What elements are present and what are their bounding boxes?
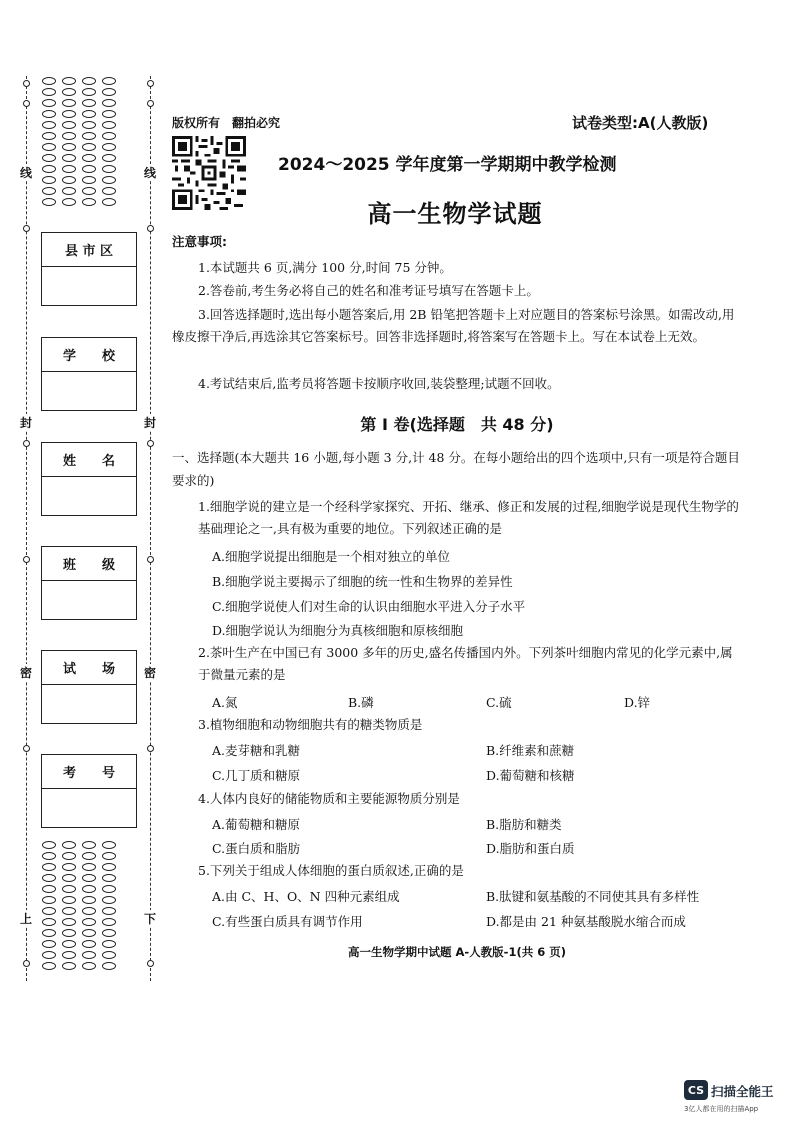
margin-dot <box>82 962 96 970</box>
q5-option-b[interactable]: B.肽键和氨基酸的不同使其具有多样性 <box>486 889 700 904</box>
exam-room-label: 试 场 <box>42 651 136 685</box>
margin-dot <box>42 874 56 882</box>
margin-dot <box>62 88 76 96</box>
margin-dot <box>102 198 116 206</box>
note-item-text: 3.回答选择题时,选出每小题答案后,用 2B 铅笔把答题卡上对应题目的答案标号涂黑。如需改动,用橡皮擦干净后,再选涂其它答案标号。回答非选择题时,将答案写在答题卡上。写在本试卷上无效。 <box>172 307 735 344</box>
q1-option-c[interactable]: C.细胞学说使人们对生命的认识由细胞水平进入分子水平 <box>212 599 526 614</box>
margin-dot <box>42 885 56 893</box>
margin-dot <box>102 929 116 937</box>
margin-dot <box>102 187 116 195</box>
exam-room-field[interactable] <box>42 685 136 723</box>
margin-dot <box>82 187 96 195</box>
margin-dot <box>102 99 116 107</box>
exam-number-box <box>41 754 137 828</box>
margin-dot <box>42 154 56 162</box>
question-stem-text: 2.茶叶生产在中国已有 3000 多年的历史,盛名传播国内外。下列茶叶细胞内常见的化学元素中,属于微量元素的是 <box>198 645 733 682</box>
class-box <box>41 546 137 620</box>
margin-dot <box>62 77 76 85</box>
left-cut-line <box>26 76 27 981</box>
margin-dot <box>82 121 96 129</box>
margin-dot <box>62 110 76 118</box>
exam-title: 2024～2025 学年度第一学期期中教学检测 <box>278 155 617 175</box>
cut-marker-icon <box>147 556 154 563</box>
margin-dot <box>62 907 76 915</box>
margin-dot <box>82 132 96 140</box>
cut-marker-icon <box>147 745 154 752</box>
margin-dot <box>102 132 116 140</box>
county-box <box>41 232 137 306</box>
margin-char-mi: 密 <box>20 666 33 680</box>
q1-option-d[interactable]: D.细胞学说认为细胞分为真核细胞和原核细胞 <box>212 623 464 638</box>
margin-dot <box>42 863 56 871</box>
margin-dot <box>102 863 116 871</box>
margin-dot <box>42 918 56 926</box>
margin-dot <box>62 896 76 904</box>
margin-dot <box>62 962 76 970</box>
margin-dot <box>82 896 96 904</box>
exam-number-label: 考 号 <box>42 755 136 789</box>
margin-dot <box>42 77 56 85</box>
margin-dot <box>62 951 76 959</box>
margin-dot <box>102 143 116 151</box>
margin-dot <box>62 929 76 937</box>
margin-dot <box>82 88 96 96</box>
cut-marker-icon <box>147 440 154 447</box>
question-2-stem <box>198 642 744 686</box>
margin-dot <box>62 918 76 926</box>
bottom-dot-pattern <box>40 840 124 976</box>
note-item: 4.考试结束后,监考员将答题卡按顺序收回,装袋整理;试题不回收。 <box>198 376 560 391</box>
margin-dot <box>102 154 116 162</box>
margin-dot <box>82 165 96 173</box>
note-item: 1.本试题共 6 页,满分 100 分,时间 75 分钟。 <box>198 260 452 275</box>
name-label: 姓 名 <box>42 443 136 477</box>
margin-dot <box>82 110 96 118</box>
margin-dot <box>102 874 116 882</box>
q1-option-a[interactable]: A.细胞学说提出细胞是一个相对独立的单位 <box>212 549 451 564</box>
margin-dot <box>42 132 56 140</box>
section-title: 第 Ⅰ 卷(选择题 共 48 分) <box>360 415 554 434</box>
margin-dot <box>62 176 76 184</box>
school-box <box>41 337 137 411</box>
question-1-stem <box>198 496 744 540</box>
q4-option-c[interactable]: C.蛋白质和脂肪 <box>212 841 301 856</box>
margin-dot <box>102 962 116 970</box>
top-dot-pattern <box>40 76 124 211</box>
margin-dot <box>82 929 96 937</box>
school-field[interactable] <box>42 372 136 410</box>
copyright-notice: 版权所有 翻拍必究 <box>172 116 281 130</box>
margin-dot <box>42 110 56 118</box>
margin-dot <box>82 77 96 85</box>
q4-option-a[interactable]: A.葡萄糖和糖原 <box>212 817 301 832</box>
margin-dot <box>62 885 76 893</box>
margin-dot <box>82 198 96 206</box>
margin-dot <box>82 99 96 107</box>
q5-option-c[interactable]: C.有些蛋白质具有调节作用 <box>212 914 363 929</box>
exam-number-field[interactable] <box>42 789 136 827</box>
county-label: 县 市 区 <box>42 233 136 267</box>
section-instruction <box>172 446 744 492</box>
margin-dot <box>82 841 96 849</box>
margin-dot <box>102 940 116 948</box>
margin-dot <box>82 874 96 882</box>
margin-dot <box>42 121 56 129</box>
margin-dot <box>42 99 56 107</box>
margin-dot <box>62 121 76 129</box>
q3-option-d[interactable]: D.葡萄糖和核糖 <box>486 768 575 783</box>
margin-dot <box>62 874 76 882</box>
margin-dot <box>102 121 116 129</box>
margin-dot <box>62 165 76 173</box>
margin-dot <box>82 940 96 948</box>
section-instruction-text: 一、选择题(本大题共 16 小题,每小题 3 分,计 48 分。在每小题给出的四个选项中,只有一项是符合题目要求的) <box>172 450 740 488</box>
name-field[interactable] <box>42 477 136 515</box>
margin-dot <box>42 951 56 959</box>
watermark-app-name: 扫描全能王 <box>711 1084 774 1099</box>
margin-dot <box>42 165 56 173</box>
margin-dot <box>42 962 56 970</box>
name-box <box>41 442 137 516</box>
margin-dot <box>82 852 96 860</box>
margin-dot <box>102 852 116 860</box>
margin-dot <box>82 143 96 151</box>
q4-option-b[interactable]: B.脂肪和糖类 <box>486 817 562 832</box>
margin-char-feng: 封 <box>20 416 33 430</box>
margin-dot <box>102 951 116 959</box>
margin-dot <box>102 110 116 118</box>
margin-dot <box>42 852 56 860</box>
margin-dot <box>62 187 76 195</box>
margin-dot <box>102 165 116 173</box>
margin-dot <box>42 907 56 915</box>
margin-char-xian: 线 <box>20 166 33 180</box>
q1-option-b[interactable]: B.细胞学说主要揭示了细胞的统一性和生物界的差异性 <box>212 574 513 589</box>
margin-dot <box>42 940 56 948</box>
qr-code-icon <box>172 136 246 210</box>
q5-option-a[interactable]: A.由 C、H、O、N 四种元素组成 <box>212 889 400 904</box>
q5-option-d[interactable]: D.都是由 21 种氨基酸脱水缩合而成 <box>486 914 686 929</box>
margin-char-feng: 封 <box>144 416 157 430</box>
margin-dot <box>62 863 76 871</box>
margin-dot <box>102 841 116 849</box>
margin-dot <box>42 198 56 206</box>
q2-option-b[interactable]: B.磷 <box>348 695 374 710</box>
school-label: 学 校 <box>42 338 136 372</box>
margin-dot <box>82 907 96 915</box>
q2-option-c[interactable]: C.硫 <box>486 695 512 710</box>
margin-dot <box>62 99 76 107</box>
question-stem-text: 1.细胞学说的建立是一个经科学家探究、开拓、继承、修正和发展的过程,细胞学说是现代生物学的基础理论之一,具有极为重要的地位。下列叙述正确的是 <box>198 499 739 536</box>
margin-dot <box>82 885 96 893</box>
margin-dot <box>102 885 116 893</box>
margin-dot <box>102 896 116 904</box>
subject-title: 高一生物学试题 <box>367 200 543 228</box>
margin-dot <box>102 77 116 85</box>
q2-option-a[interactable]: A.氮 <box>212 695 238 710</box>
margin-dot <box>102 88 116 96</box>
margin-dot <box>62 132 76 140</box>
margin-char-xian: 线 <box>144 166 157 180</box>
margin-dot <box>62 940 76 948</box>
page-footer: 高一生物学期中试题 A-人教版-1(共 6 页) <box>348 945 566 959</box>
margin-char-shang: 上 <box>20 912 33 926</box>
note-item <box>172 304 744 348</box>
cut-marker-icon <box>23 440 30 447</box>
cut-marker-icon <box>147 225 154 232</box>
note-item: 2.答卷前,考生务必将自己的姓名和准考证号填写在答题卡上。 <box>198 283 539 298</box>
cut-marker-icon <box>23 80 30 87</box>
cut-marker-icon <box>147 960 154 967</box>
margin-dot <box>42 88 56 96</box>
watermark-tagline: 3亿人都在用的扫描App <box>684 1105 759 1113</box>
margin-dot <box>82 918 96 926</box>
margin-dot <box>82 176 96 184</box>
notes-heading: 注意事项: <box>172 234 227 249</box>
margin-dot <box>42 176 56 184</box>
q4-option-d[interactable]: D.脂肪和蛋白质 <box>486 841 575 856</box>
class-label: 班 级 <box>42 547 136 581</box>
right-cut-line <box>150 76 151 981</box>
margin-dot <box>42 841 56 849</box>
margin-dot <box>102 918 116 926</box>
margin-dot <box>82 154 96 162</box>
margin-dot <box>42 187 56 195</box>
cut-marker-icon <box>23 225 30 232</box>
margin-dot <box>62 154 76 162</box>
cut-marker-icon <box>23 960 30 967</box>
question-4-stem: 4.人体内良好的储能物质和主要能源物质分别是 <box>198 791 460 806</box>
county-field[interactable] <box>42 267 136 305</box>
paper-type: 试卷类型:A(人教版) <box>572 114 709 132</box>
q3-option-a[interactable]: A.麦芽糖和乳糖 <box>212 743 301 758</box>
margin-dot <box>62 143 76 151</box>
margin-dot <box>42 929 56 937</box>
question-5-stem: 5.下列关于组成人体细胞的蛋白质叙述,正确的是 <box>198 863 464 878</box>
exam-room-box <box>41 650 137 724</box>
q2-option-d[interactable]: D.锌 <box>624 695 651 710</box>
margin-dot <box>42 896 56 904</box>
question-3-stem: 3.植物细胞和动物细胞共有的糖类物质是 <box>198 717 423 732</box>
q3-option-c[interactable]: C.几丁质和糖原 <box>212 768 301 783</box>
cut-marker-icon <box>23 745 30 752</box>
cut-marker-icon <box>147 100 154 107</box>
cut-marker-icon <box>147 80 154 87</box>
camscanner-logo-icon: CS <box>684 1080 708 1100</box>
q3-option-b[interactable]: B.纤维素和蔗糖 <box>486 743 575 758</box>
margin-char-xia: 下 <box>144 912 157 926</box>
cut-marker-icon <box>23 556 30 563</box>
margin-dot <box>62 841 76 849</box>
cut-marker-icon <box>23 100 30 107</box>
margin-dot <box>62 198 76 206</box>
margin-dot <box>102 907 116 915</box>
margin-char-mi: 密 <box>144 666 157 680</box>
margin-dot <box>82 863 96 871</box>
margin-dot <box>82 951 96 959</box>
class-field[interactable] <box>42 581 136 619</box>
margin-dot <box>42 143 56 151</box>
margin-dot <box>102 176 116 184</box>
margin-dot <box>62 852 76 860</box>
